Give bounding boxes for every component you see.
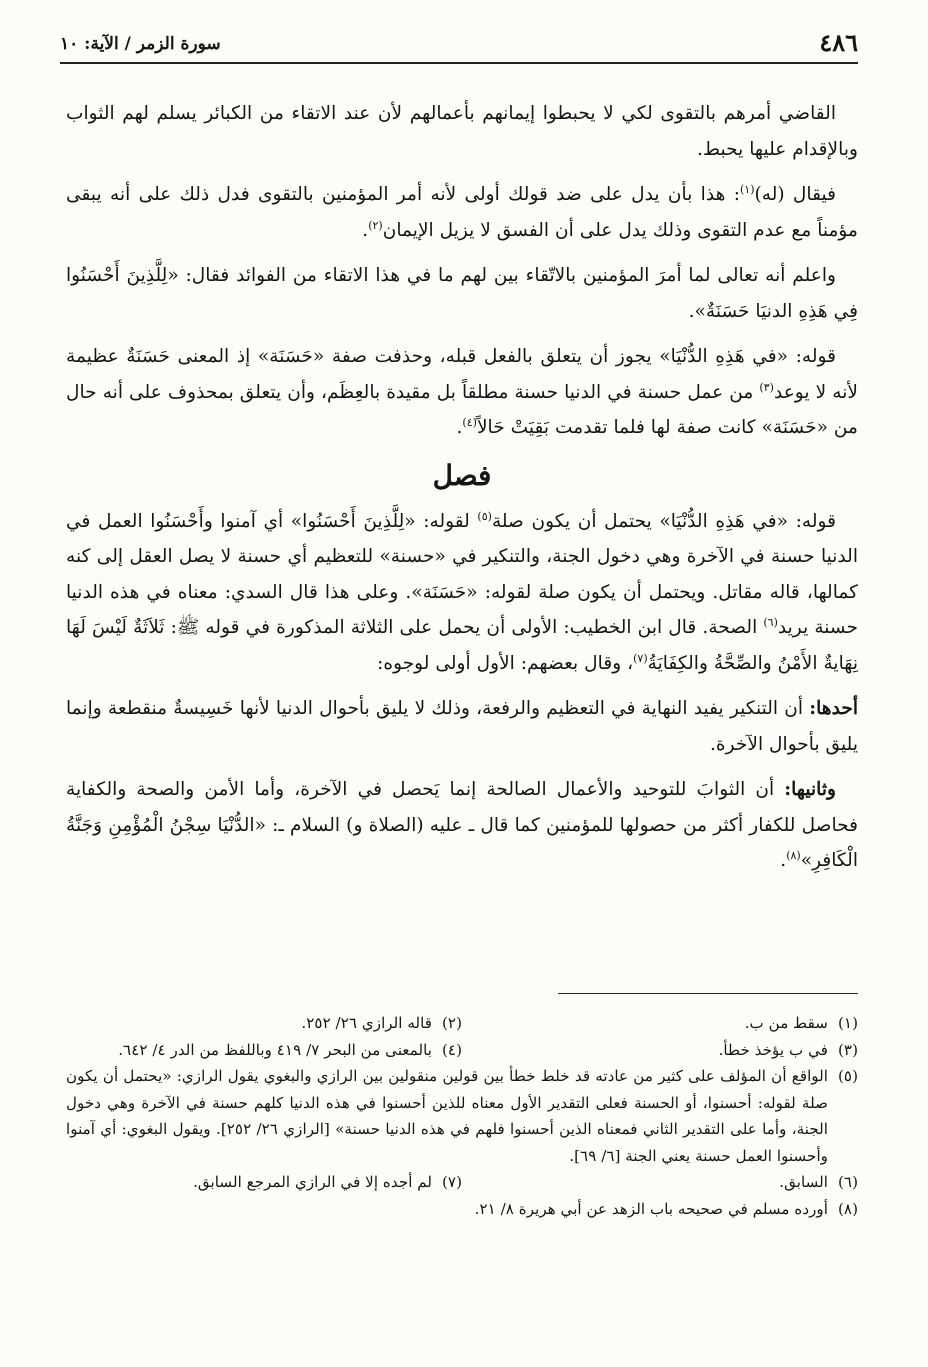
footnote-row [66,1010,858,1037]
footnote-ref-5[interactable]: (٥) [477,509,492,523]
footnote-ref-3[interactable]: (٣) [759,380,774,394]
paragraph-4: قوله: «في هَذِهِ الدُّنْيَا» يجوز أن يتعلق بالفعل قبله، وحذفت صفة «حَسَنَة» إذ المعنى حَسَنَةٌ عظيمة لأنه لا يوعد$^{(٣)}$ من عمل حسنة في الدنيا حسنة مطلقاً بل مقيدة بالعِظَم، وأن يتعلق بمحذوف على أنه حال من «حَسَنَة» كانت صفة لها فلما تقدمت بَقِيَتْ حَالاً$^{(٤)}$. [66,346,858,438]
footnote-ref-6[interactable]: (٦) [763,615,778,629]
footnote-row [66,1037,858,1064]
footnote-ref-7[interactable]: (٧) [633,651,648,665]
footnote-4: (٤) بالمعنى من البحر ٧/ ٤١٩ وباللفظ من الدر ٤/ ٦٤٢. [118,1040,462,1059]
paragraph-1: القاضي أمرهم بالتقوى لكي لا يحبطوا إيمانهم بأعمالهم لأن عند الاتقاء من الكبائر يسلم لهم الثواب وبالإقدام عليها يحبط. [66,103,858,160]
footnote-7: (٧) لم أجده إلا في الرازي المرجع السابق. [193,1173,462,1191]
footnote-8: (٨) أورده مسلم في صحيحه باب الزهد عن أبي هريرة ٨/ ٢١. [474,1199,858,1218]
footnote-ref-4[interactable]: (٤) [462,415,477,429]
footnote-divider [558,993,858,994]
footnote-3: (٣) في ب يؤخذ خطأ. [718,1040,858,1059]
footnote-ref-2[interactable]: (٢) [368,218,383,232]
running-head: سورة الزمر / الآية: ١٠ [60,34,221,54]
footnote-2: (٢) قاله الرازي ٢٦/ ٢٥٢. [301,1014,462,1032]
paragraph-7: وثانيها: أن الثوابَ للتوحيد والأعمال الصالحة إنما يَحصل في الآخرة، وأما الأمن والصحة والكفاية فحاصل للكفار أكثر من حصولها للمؤمنين كما قال ـ عليه (الصلاة و) السلام ـ: «الدُّنْيَا سِجْنُ الْمُؤْمِنِ وَجَنَّةُ الْكَافِرِ»$^{(٨)}$. [66,779,858,871]
paragraph-2: فيقال (له)$^{(١)}$: هذا بأن يدل على ضد قولك أولى لأنه أمر المؤمنين بالتقوى فدل ذلك على أنه يبقى مؤمناً مع عدم التقوى وذلك يدل على أن الفسق لا يزيل الإيمان$^{(٢)}$. [66,182,858,241]
section-title: فصل [432,458,492,492]
point-label-1: أحدها: [809,698,858,719]
page-header [60,28,858,64]
footnote-1: (١) سقط من ب. [744,1014,858,1032]
point-label-2: وثانيها: [784,779,836,800]
footnote-6: (٦) السابق. [779,1173,858,1191]
page-number: ٤٨٦ [819,28,858,57]
footnote-row [66,1063,858,1169]
footnote-5: (٥) الواقع أن المؤلف على كثير من عادته قد خلط خطأ بين قولين منقولين بين الرازي والبغوي يقول الرازي: «يحتمل أن يكون صلة لقوله: أحسنوا، أو الحسنة فعلى التقدير الأول معناه للذين أحسنوا في هذه الدنيا كلهم حسنة في الآخرة وهي دخول الجنة، وأما على التقدير الثاني فمعناه الذين أحسنوا فلهم في هذه الدنيا حسنة» [الرازي ٢٦/ ٢٥٢]. ويقول البغوي: أي آمنوا وأحسنوا العمل حسنة يعني الجنة [٦/ ٦٩]. [66,1067,858,1165]
footnotes [66,1010,858,1222]
footnote-ref-1[interactable]: (١) [739,182,755,196]
paragraph-3: واعلم أنه تعالى لما أمرَ المؤمنين بالاتّقاء بين لهم ما في هذا الاتقاء من الفوائد فقال: «لِلَّذِينَ أَحْسَنُوا فِي هَذِهِ الدنيَا حَسَنَةٌ». [66,265,858,322]
footnote-row [66,1169,858,1196]
footnote-row [66,1196,858,1223]
main-text [66,96,858,889]
paragraph-6: أحدها: أن التنكير يفيد النهاية في التعظيم والرفعة، وذلك لا يليق بأحوال الدنيا لأنها خَسِيسةٌ منقطعة وإنما يليق بأحوال الآخرة. [66,698,858,755]
footnote-ref-8[interactable]: (٨) [786,848,801,862]
paragraph-5: قوله: «في هَذِهِ الدُّنْيَا» يحتمل أن يكون صلة$^{(٥)}$ لقوله: «لِلَّذِينَ أَحْسَنُوا» أي آمنوا وأَحْسَنُوا العمل في الدنيا حسنة في الآخرة وهي دخول الجنة، والتنكير في «حسنة» للتعظيم أي حسنة لا يصل العقل إلى كنه كمالها، قاله مقاتل. ويحتمل أن يكون صلة لقوله: «حَسَنَة». وعلى هذا قال السدي: معناه في هذه الدنيا حسنة يريد$^{(٦)}$ الصحة. قال ابن الخطيب: الأولى أن يحمل على الثلاثة المذكورة في قوله ﷺ: ثَلاَثَةٌ لَيْسَ لَهَا نِهَايةٌ الأَمْنُ والصِّحَّةُ والكِفَايَةُ$^{(٧)}$، وقال بعضهم: الأول أولى لوجوه: [66,509,858,674]
